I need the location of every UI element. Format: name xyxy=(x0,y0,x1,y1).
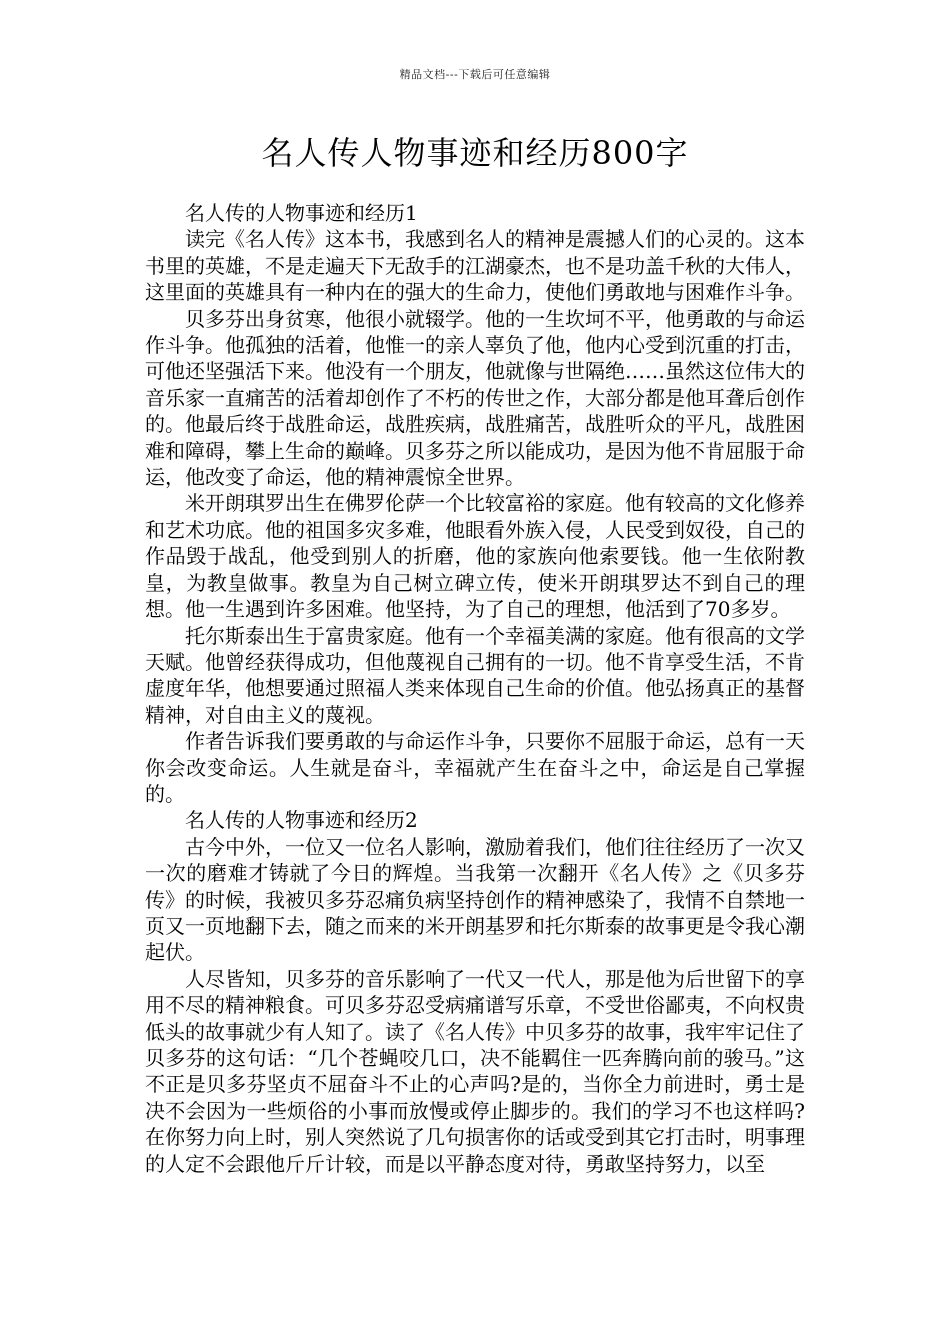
document-title: 名人传人物事迹和经历800字 xyxy=(261,134,689,172)
paragraph: 古今中外，一位又一位名人影响，激励着我们，他们往往经历了一次又一次的磨难才铸就了今日的辉煌。当我第一次翻开《名人传》之《贝多芬传》的时候，我被贝多芬忍痛负病坚持创作的精神感染了，我情不自禁地一页又一页地翻下去，随之而来的米开朗基罗和托尔斯泰的故事更是令我心潮起伏。 xyxy=(145,834,805,965)
paragraph: 读完《名人传》这本书，我感到名人的精神是震撼人们的心灵的。这本书里的英雄，不是走遍天下无敌手的江湖豪杰，也不是功盖千秋的大伟人，这里面的英雄具有一种内在的强大的生命力，使他们勇敢地与困难作斗争。 xyxy=(145,227,805,305)
document-body xyxy=(145,200,805,1177)
paragraph: 作者告诉我们要勇敢的与命运作斗争，只要你不屈服于命运，总有一天你会改变命运。人生就是奋斗，幸福就产生在奋斗之中，命运是自己掌握的。 xyxy=(145,729,805,806)
header-note: 精品文档---下载后可任意编辑 xyxy=(399,68,551,81)
paragraph: 贝多芬出身贫寒，他很小就辍学。他的一生坎坷不平，他勇敢的与命运作斗争。他孤独的活着，他惟一的亲人辜负了他，他内心受到沉重的打击，可他还坚强活下来。他没有一个朋友，他就像与世隔绝……虽然这位伟大的音乐家一直痛苦的活着却创作了不朽的传世之作，大部分都是他耳聋后创作的。他最后终于战胜命运，战胜疾病，战胜痛苦，战胜听众的平凡，战胜困难和障碍，攀上生命的巅峰。贝多芬之所以能成功，是因为他不肯屈服于命运，他改变了命运，他的精神震惊全世界。 xyxy=(145,306,805,490)
section-heading: 名人传的人物事迹和经历1 xyxy=(185,201,418,225)
paragraph: 人尽皆知，贝多芬的音乐影响了一代又一代人，那是他为后世留下的享用不尽的精神粮食。可贝多芬忍受病痛谱写乐章，不受世俗鄙夷，不向权贵低头的故事就少有人知了。读了《名人传》中贝多芬的故事，我牢牢记住了贝多芬的这句话：“几个苍蝇咬几口，决不能羁住一匹奔腾向前的骏马。”这不正是贝多芬坚贞不屈奋斗不止的心声吗?是的，当你全力前进时，勇士是决不会因为一些烦俗的小事而放慢或停止脚步的。我们的学习不也这样吗?在你努力向上时，别人突然说了几句损害你的话或受到其它打击时，明事理的人定不会跟他斤斤计较，而是以平静态度对待，勇敢坚持努力，以至 xyxy=(145,966,805,1176)
paragraph: 米开朗琪罗出生在佛罗伦萨一个比较富裕的家庭。他有较高的文化修养和艺术功底。他的祖国多灾多难，他眼看外族入侵，人民受到奴役，自己的作品毁于战乱，他受到别人的折磨，他的家族向他索要钱。他一生依附教皇，为教皇做事。教皇为自己树立碑立传，使米开朗琪罗达不到自己的理想。他一生遇到许多困难。他坚持，为了自己的理想，他活到了70多岁。 xyxy=(145,491,805,622)
paragraph: 托尔斯泰出生于富贵家庭。他有一个幸福美满的家庭。他有很高的文学天赋。他曾经获得成功，但他蔑视自己拥有的一切。他不肯享受生活，不肯虚度年华，他想要通过照福人类来体现自己生命的价值。他弘扬真正的基督精神，对自由主义的蔑视。 xyxy=(145,623,805,727)
section-heading: 名人传的人物事迹和经历2 xyxy=(185,808,418,833)
